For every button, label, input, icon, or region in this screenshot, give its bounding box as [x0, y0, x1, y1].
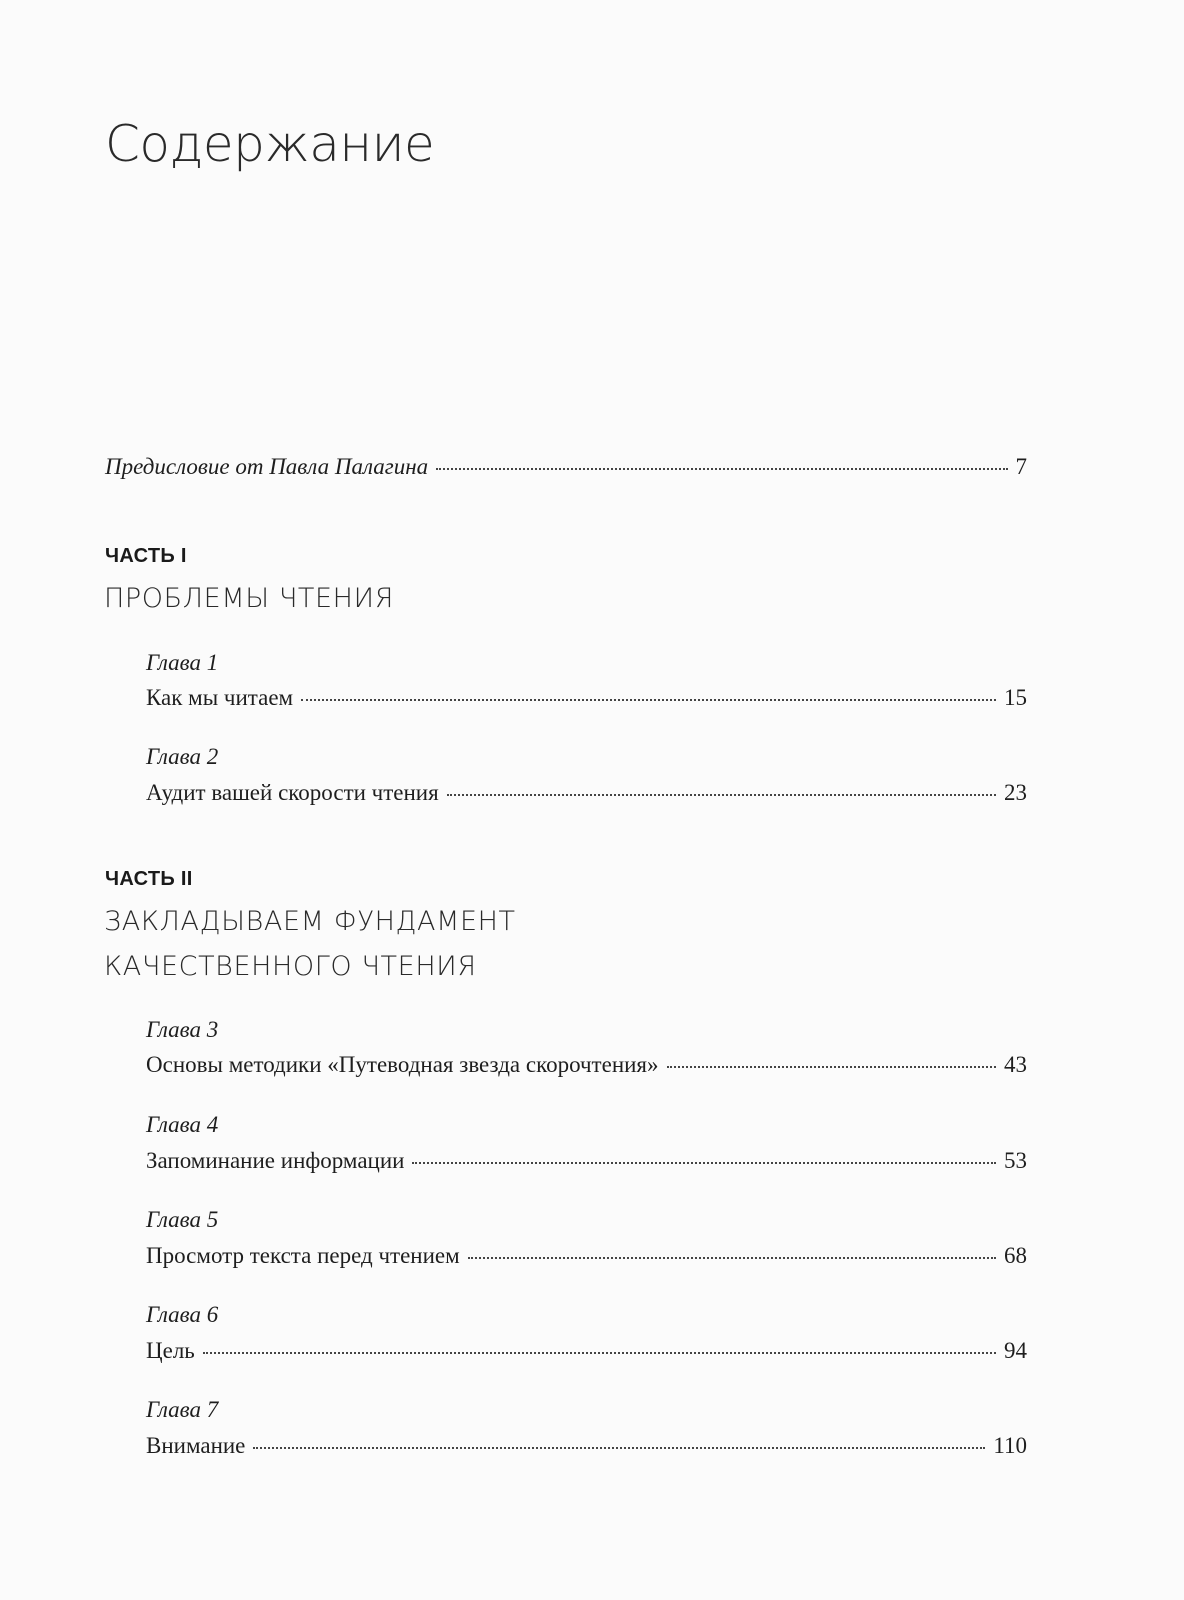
chapter-label: Глава 7 — [146, 1397, 219, 1422]
toc-entry-page: 110 — [993, 1433, 1027, 1458]
leader-dots — [203, 1352, 996, 1354]
toc-entry-title: Предисловие от Павла Палагина — [105, 454, 429, 479]
part-title-line-2: КАЧЕСТВЕННОГО ЧТЕНИЯ — [104, 951, 477, 982]
part-label: ЧАСТЬ I — [105, 545, 187, 567]
toc-entry-page: 7 — [1015, 454, 1027, 479]
chapter-label: Глава 5 — [146, 1207, 219, 1232]
leader-dots — [667, 1066, 996, 1068]
toc-entry-page: 53 — [1004, 1148, 1027, 1173]
toc-entry-title: Цель — [146, 1338, 195, 1363]
chapter-label: Глава 1 — [146, 650, 219, 675]
leader-dots — [447, 794, 996, 796]
toc-entry-preface[interactable] — [105, 454, 1027, 480]
toc-entry-title: Как мы читаем — [146, 685, 294, 710]
leader-dots — [412, 1162, 996, 1164]
part-title-line-1: ЗАКЛАДЫВАЕМ ФУНДАМЕНТ — [104, 906, 516, 937]
part-label: ЧАСТЬ II — [105, 868, 193, 890]
toc-entry-title: Запоминание информации — [146, 1148, 405, 1173]
chapter-label: Глава 3 — [146, 1017, 219, 1042]
chapter-label: Глава 6 — [146, 1302, 219, 1327]
page-title: Содержание — [105, 115, 435, 173]
part-title: ПРОБЛЕМЫ ЧТЕНИЯ — [104, 583, 394, 614]
leader-dots — [468, 1257, 996, 1259]
toc-entry-chapter-7[interactable] — [146, 1433, 1027, 1459]
toc-entry-page: 23 — [1004, 780, 1027, 805]
toc-entry-chapter-1[interactable] — [146, 685, 1027, 711]
toc-entry-title: Внимание — [146, 1433, 246, 1458]
toc-entry-title: Основы методики «Путеводная звезда скорочтения» — [146, 1052, 659, 1077]
toc-entry-chapter-2[interactable] — [146, 780, 1027, 806]
toc-entry-chapter-5[interactable] — [146, 1243, 1027, 1269]
toc-entry-chapter-3[interactable] — [146, 1052, 1027, 1078]
toc-entry-chapter-4[interactable] — [146, 1148, 1027, 1174]
leader-dots — [436, 468, 1007, 470]
toc-entry-page: 94 — [1004, 1338, 1027, 1363]
leader-dots — [253, 1447, 985, 1449]
toc-entry-page: 43 — [1004, 1052, 1027, 1077]
toc-entry-title: Аудит вашей скорости чтения — [146, 780, 439, 805]
toc-entry-title: Просмотр текста перед чтением — [146, 1243, 460, 1268]
chapter-label: Глава 2 — [146, 744, 219, 769]
leader-dots — [301, 699, 996, 701]
toc-entry-page: 68 — [1004, 1243, 1027, 1268]
toc-entry-chapter-6[interactable] — [146, 1338, 1027, 1364]
chapter-label: Глава 4 — [146, 1112, 219, 1137]
toc-entry-page: 15 — [1004, 685, 1027, 710]
